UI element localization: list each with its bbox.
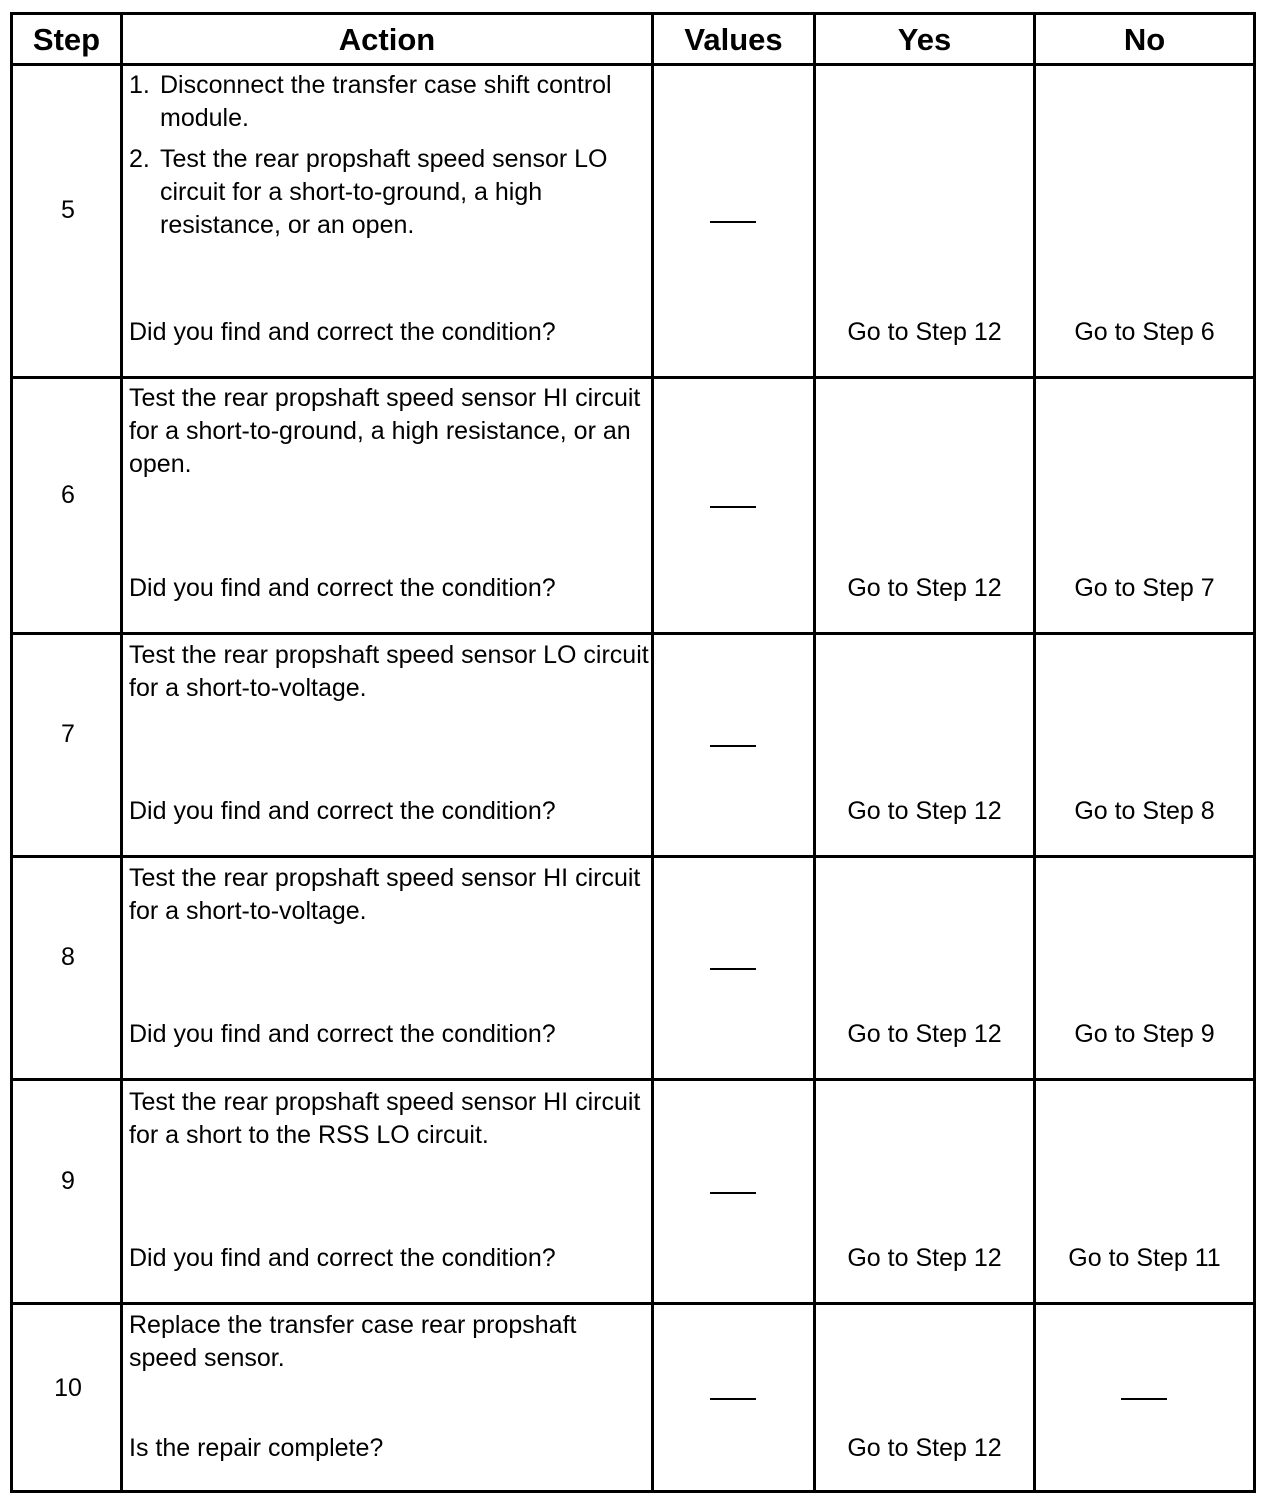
step-number: 5	[61, 195, 75, 224]
question-text: Did you find and correct the condition?	[129, 1244, 556, 1272]
step-number: 10	[54, 1373, 82, 1402]
column-divider	[651, 15, 654, 1490]
row-divider	[13, 855, 1253, 858]
question-text: Did you find and correct the condition?	[129, 574, 556, 602]
action-text: Test the rear propshaft speed sensor LO circuit for a short-to-ground, a high resistance, or an open.	[160, 145, 608, 239]
action-list	[129, 69, 649, 242]
header-values: Values	[684, 22, 783, 57]
action-text: Disconnect the transfer case shift control module.	[160, 71, 612, 132]
question-text: Did you find and correct the condition?	[129, 318, 556, 346]
yes-link[interactable]: Go to Step 12	[847, 797, 1002, 825]
diagnostic-table	[10, 12, 1256, 1493]
action-text: Test the rear propshaft speed sensor LO circuit for a short-to-voltage.	[129, 641, 649, 702]
header-action: Action	[338, 22, 436, 57]
action-text: Test the rear propshaft speed sensor HI circuit for a short-to-voltage.	[129, 864, 641, 925]
yes-link[interactable]: Go to Step 12	[847, 1434, 1002, 1462]
step-number: 8	[61, 942, 75, 971]
action-text: Test the rear propshaft speed sensor HI circuit for a short-to-ground, a high resistance, or an open.	[129, 384, 641, 478]
values-dash	[710, 1398, 756, 1400]
step-number: 9	[61, 1166, 75, 1195]
row-divider	[13, 1302, 1253, 1305]
question-text: Did you find and correct the condition?	[129, 1020, 556, 1048]
row-divider	[13, 632, 1253, 635]
list-item	[129, 143, 649, 242]
no-link[interactable]: Go to Step 6	[1074, 318, 1215, 346]
no-link[interactable]: Go to Step 7	[1074, 574, 1215, 602]
values-dash	[710, 745, 756, 747]
no-link[interactable]: Go to Step 8	[1074, 797, 1215, 825]
action-text: Replace the transfer case rear propshaft speed sensor.	[129, 1311, 577, 1372]
yes-link[interactable]: Go to Step 12	[847, 318, 1002, 346]
header-yes: Yes	[897, 22, 952, 57]
step-number: 6	[61, 480, 75, 509]
question-text: Is the repair complete?	[129, 1434, 384, 1462]
yes-link[interactable]: Go to Step 12	[847, 574, 1002, 602]
no-link[interactable]: Go to Step 9	[1074, 1020, 1215, 1048]
values-dash	[710, 968, 756, 970]
row-divider	[13, 376, 1253, 379]
list-number: 1.	[129, 71, 150, 99]
header-no: No	[1123, 22, 1166, 57]
no-dash	[1121, 1398, 1167, 1400]
yes-link[interactable]: Go to Step 12	[847, 1244, 1002, 1272]
question-text: Did you find and correct the condition?	[129, 797, 556, 825]
no-link[interactable]: Go to Step 11	[1068, 1244, 1221, 1272]
action-text: Test the rear propshaft speed sensor HI circuit for a short to the RSS LO circuit.	[129, 1088, 641, 1149]
values-dash	[710, 506, 756, 508]
yes-link[interactable]: Go to Step 12	[847, 1020, 1002, 1048]
step-number: 7	[61, 719, 75, 748]
values-dash	[710, 221, 756, 223]
header-step: Step	[32, 22, 101, 57]
row-divider	[13, 1078, 1253, 1081]
list-number: 2.	[129, 145, 150, 173]
values-dash	[710, 1192, 756, 1194]
list-item	[129, 69, 649, 135]
